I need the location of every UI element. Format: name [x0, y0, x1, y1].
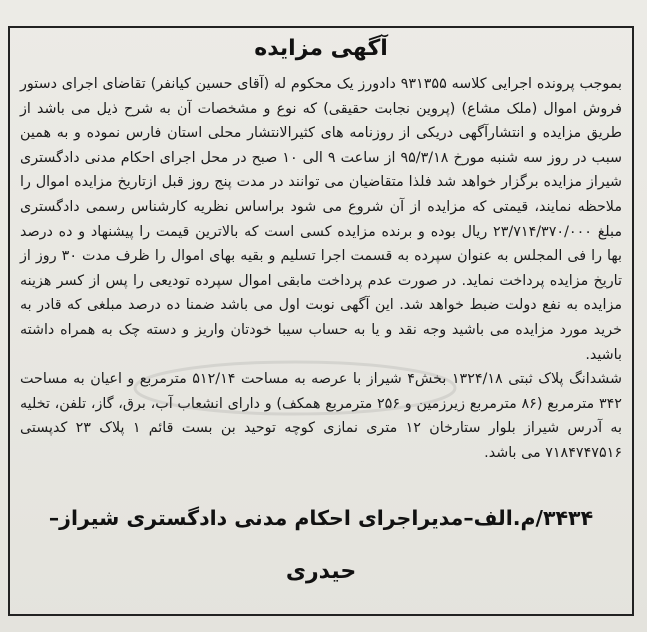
notice-box: [8, 26, 634, 616]
notice-paragraph-auction-terms: بموجب پرونده اجرایی کلاسه ۹۳۱۳۵۵ دادورز یک محکوم له (آقای حسین کیانفر) تقاضای اجرای دستور فروش اموال (ملک مشاع) (پروین نجابت حقیقی) که نوع و مشخصات آن به شرح ذیل می باشد از طریق مزایده و انتشارآگهی دریکی از روزنامه های کثیرالانتشار محلی استان فارس نموده و به همین سبب در روز سه شنبه مورخ ۹۵/۳/۱۸ از ساعت ۹ الی ۱۰ صبح در محل اجرای احکام مدنی دادگستری شیراز مزایده برگزار خواهد شد فلذا متقاضیان می توانند در مدت پنج روز قبل ازتاریخ مزایده اموال را ملاحظه نمایند، قیمتی که مزایده از آن شروع می شود براساس نظریه کارشناس رسمی دادگستری مبلغ ۲۳/۷۱۴/۳۷۰/۰۰۰ ریال بوده و برنده مزایده کسی است که بالاترین قیمت را پیشنهاد و ده درصد بها را فی المجلس به عنوان سپرده به قسمت اجرا تسلیم و بقیه بهای اموال را ظرف مدت ۳۰ روز از تاریخ مزایده پرداخت نماید. در صورت عدم پرداخت مابقی اموال سپرده تودیعی را پس از کسر هزینه مزایده به نفع دولت ضبط خواهد شد. این آگهی نوبت اول می باشد ضمنا ده درصد مبلغی که قادر به خرید مورد مزایده می باشید وجه نقد و یا به حساب سیبا خودتان واریز و دسته چک به همراه داشته باشید.: [20, 76, 623, 363]
notice-title: آگهی مزایده: [254, 36, 388, 61]
notice-signatory-name: حیدری: [285, 559, 357, 584]
notice-body: [20, 72, 622, 466]
notice-signature: ۳۴۳۴/م.الف–مدیراجرای احکام مدنی دادگستری شیراز–: [48, 506, 594, 530]
notice-paragraph-property-description: ششدانگ پلاک ثبتی ۱۳۲۴/۱۸ بخش۴ شیراز با عرصه به مساحت ۵۱۲/۱۴ مترمربع و اعیان به مساحت ۳۴۲ مترمربع (۸۶ مترمربع زیرزمین و ۲۵۶ مترمربع همکف) و دارای انشعاب آب، برق، گاز، تلفن، تخلیه به آدرس شیراز بلوار ستارخان ۱۲ متری نمازی کوچه توحید بن بست قائم ۱ پلاک ۲۳ کدپستی ۷۱۸۴۷۴۷۵۱۶ می باشد.: [20, 371, 622, 461]
